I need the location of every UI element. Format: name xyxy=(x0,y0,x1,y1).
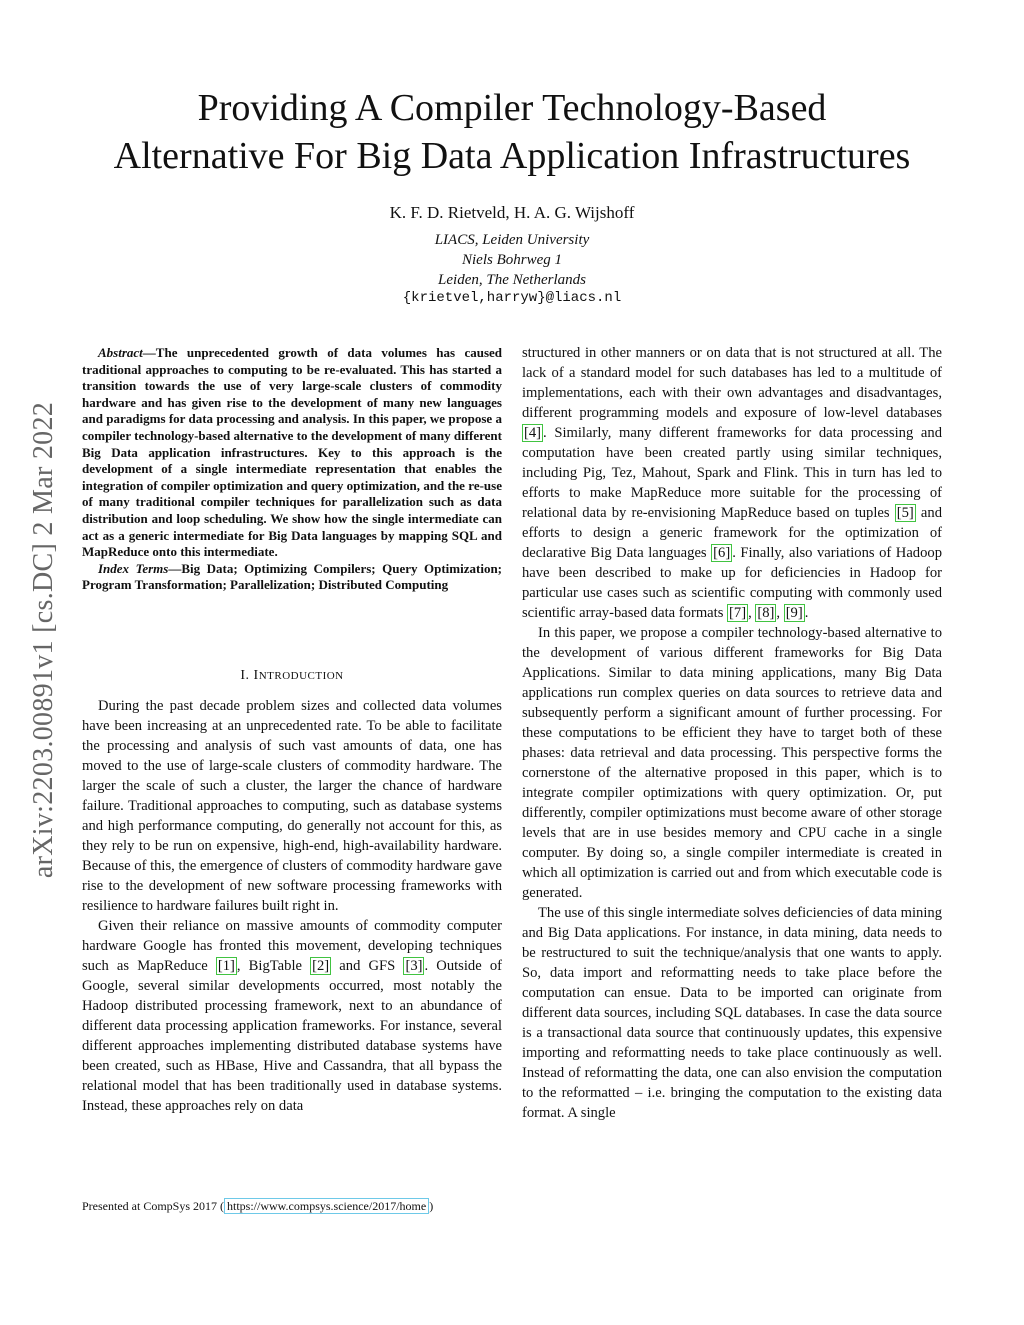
affiliation-line-1: LIACS, Leiden University xyxy=(434,232,590,248)
left-column-body xyxy=(82,696,502,1116)
citation-link[interactable]: [6] xyxy=(713,545,731,561)
footnote-url-link[interactable]: https://www.compsys.science/2017/home xyxy=(224,1198,429,1214)
affiliation-line-2: Niels Bohrweg 1 xyxy=(462,252,562,268)
authors: K. F. D. Rietveld, H. A. G. Wijshoff xyxy=(389,203,635,222)
index-terms-text: —Big Data; Optimizing Compilers; Query Optimization; Program Transformation; Parallelization; Distributed Computing xyxy=(82,560,503,593)
abstract-text: —The unprecedented growth of data volumes has caused traditional approaches to computing to be re-evaluated. This has started a transition towards the use of very large-scale clusters of commodity hardware and has given rise to the development of many new languages and paradigms for data processing and analysis. In this paper, we propose a compiler technology-based alternative to the development of many different Big Data application infrastructures. Key to this approach is the development of a single intermediate representation that enables the integration of compiler optimization and query optimization, and the re-use of many traditional compiler techniques for parallelization such as data distribution and loop scheduling. We show how the single intermediate can act as a generic intermediate for Big Data languages by mapping SQL and MapReduce onto this intermediate. xyxy=(82,345,502,560)
affiliation-line-3: Leiden, The Netherlands xyxy=(438,272,586,288)
arxiv-sidebar xyxy=(24,350,64,930)
citation-link[interactable]: [8] xyxy=(757,605,775,621)
intro-paragraph-1: During the past decade problem sizes and collected data volumes have been increasing at an unprecedented rate. To be able to facilitate the processing and analysis of such vast amounts of data, one has moved to the use of large-scale clusters of commodity hardware. The larger the scale of such a cluster, the larger the chance of hardware failure. Traditional approaches to computing, such as database systems and high performance computing, do generally not account for this, as they rely to be run on expensive, high-end, high-availability hardware. Because of this, the emergence of clusters of commodity hardware gave rise to the development of new software processing frameworks with resilience to hardware failures built right in. xyxy=(82,698,502,914)
title-line-1: Providing A Compiler Technology-Based xyxy=(197,87,827,129)
citation-link[interactable]: [9] xyxy=(785,605,803,621)
abstract-label: Abstract xyxy=(98,345,143,360)
right-column-body xyxy=(522,343,942,1123)
citation-link[interactable]: [2] xyxy=(312,958,330,974)
right-paragraph-3: The use of this single intermediate solves deficiencies of data mining and Big Data applications. For instance, in data mining, data needs to be restructured to suit the technique/analysis that one wants to apply. So, data import and reformatting needs to take place before the computation can ensue. Data to be imported can originate from different data sources, including SQL databases. In case the data source is a transactional data source that continuously updates, this expensive importing and reformatting needs to take place continuously as well. Instead of reformatting the data, one can also envision the computation to the reformatted – i.e. bringing the computation to the existing data format. A single xyxy=(522,905,942,1121)
arxiv-identifier: arXiv:2203.00891v1 [cs.DC] 2 Mar 2022 xyxy=(28,401,59,879)
section-heading-introduction: I. INTRODUCTION xyxy=(240,668,344,683)
citation-link[interactable]: [3] xyxy=(405,958,423,974)
author-email: {krietvel,harryw}@liacs.nl xyxy=(402,290,622,306)
citation-link[interactable]: [5] xyxy=(896,505,914,521)
index-terms xyxy=(82,561,502,594)
footnote: Presented at CompSys 2017 ( https://www.compsys.science/2017/home ) xyxy=(82,1199,434,1213)
right-paragraph-2: In this paper, we propose a compiler technology-based alternative to the development of various different frameworks for Big Data Applications. Similar to data mining applications, many Big Data applications run complex queries on data sources to retrieve data and subsequently perform a significant amount of further processing. For these computations to be efficient they have to target both of these phases: data retrieval and data processing. This perspective forms the cornerstone of the alternative proposed in this paper, which is to integrate compiler optimizations with query optimization. Or, put differently, compiler optimizations must become aware of other storage levels that are in use besides memory and CPU cache in a single computer. By doing so, a single compiler intermediate is created in which all optimization is carried out and from which executable code is generated. xyxy=(522,625,942,901)
intro-paragraph-2: Given their reliance on massive amounts of commodity computer hardware Google has fronted this movement, developing techniques such as MapReduce [1] , BigTable [2] and GFS [3] . Outside of Google, several similar developments occurred, most notably the Hadoop distributed processing framework, next to an abundance of different data processing application frameworks. For instance, several different approaches implementing distributed database systems have been created, such as HBase, Hive and Cassandra, that all bypass the relational model that has been traditionally used in database systems. Instead, these approaches rely on data xyxy=(82,918,502,1114)
right-paragraph-1: structured in other manners or on data that is not structured at all. The lack of a standard model for such databases has led to a multitude of implementations, each with their own advantages and disadvantages, different programming models and exposure of low-level databases [4] . Similarly, many different frameworks for data processing and computation have been created partly using similar techniques, including Pig, Tez, Mahout, Spark and Flink. This in turn has led to efforts to make MapReduce more suitable for the processing of relational data by re-envisioning MapReduce based on tuples [5] and efforts to design a generic framework for the optimization of declarative Big Data languages [6] . Finally, also variations of Hadoop have been described to make up for deficiencies in Hadoop for particular use cases such as scientific computing with commonly used scientific array-based data formats [7] , [8] , [9] . xyxy=(522,345,942,621)
citation-link[interactable]: [7] xyxy=(729,605,747,621)
abstract-paragraph xyxy=(82,345,502,561)
citation-link[interactable]: [4] xyxy=(524,425,542,441)
abstract xyxy=(82,345,502,594)
citation-link[interactable]: [1] xyxy=(217,958,235,974)
title-line-2: Alternative For Big Data Application Infrastructures xyxy=(113,135,911,177)
index-terms-label: Index Terms xyxy=(98,560,169,576)
paper-title xyxy=(40,84,984,180)
